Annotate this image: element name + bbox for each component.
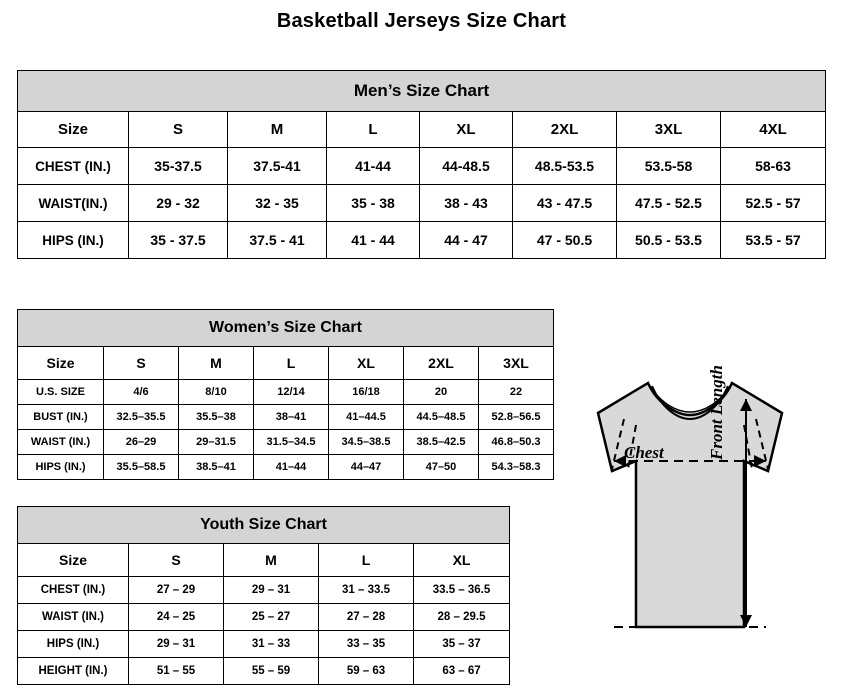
youth-chest-s: 27 – 29: [129, 577, 224, 604]
mens-row-label-chest: CHEST (IN.): [18, 148, 129, 185]
womens-row-label-hips: HIPS (IN.): [18, 455, 104, 480]
womens-ussize-s: 4/6: [104, 380, 179, 405]
front-length-measure-label: Front Length: [707, 365, 726, 460]
mens-hips-l: 41 - 44: [327, 222, 420, 259]
table-row: [18, 380, 554, 405]
mens-chart-heading: Men’s Size Chart: [18, 71, 826, 112]
youth-waist-xl: 28 – 29.5: [414, 604, 510, 631]
womens-ussize-m: 8/10: [179, 380, 254, 405]
womens-ussize-l: 12/14: [254, 380, 329, 405]
mens-row-label-waist: WAIST(IN.): [18, 185, 129, 222]
mens-hips-xl: 44 - 47: [420, 222, 513, 259]
womens-col-header-3xl: 3XL: [479, 347, 554, 380]
womens-row-label-waist: WAIST (IN.): [18, 430, 104, 455]
youth-col-header-s: S: [129, 544, 224, 577]
youth-chest-l: 31 – 33.5: [319, 577, 414, 604]
mens-waist-3xl: 47.5 - 52.5: [617, 185, 721, 222]
table-row: [18, 222, 826, 259]
mens-waist-m: 32 - 35: [228, 185, 327, 222]
youth-height-l: 59 – 63: [319, 658, 414, 685]
mens-col-header-4xl: 4XL: [721, 112, 826, 148]
youth-row-label-waist: WAIST (IN.): [18, 604, 129, 631]
mens-hips-s: 35 - 37.5: [129, 222, 228, 259]
youth-hips-m: 31 – 33: [224, 631, 319, 658]
womens-waist-xl: 34.5–38.5: [329, 430, 404, 455]
womens-header-row: [18, 347, 554, 380]
table-row: [18, 658, 510, 685]
mens-waist-s: 29 - 32: [129, 185, 228, 222]
mens-col-header-l: L: [327, 112, 420, 148]
mens-hips-3xl: 50.5 - 53.5: [617, 222, 721, 259]
youth-height-m: 55 – 59: [224, 658, 319, 685]
mens-waist-2xl: 43 - 47.5: [513, 185, 617, 222]
womens-bust-3xl: 52.8–56.5: [479, 405, 554, 430]
youth-chest-xl: 33.5 – 36.5: [414, 577, 510, 604]
mens-col-header-s: S: [129, 112, 228, 148]
youth-chart-heading: Youth Size Chart: [18, 507, 510, 544]
mens-col-header-xl: XL: [420, 112, 513, 148]
youth-height-s: 51 – 55: [129, 658, 224, 685]
womens-waist-l: 31.5–34.5: [254, 430, 329, 455]
youth-hips-xl: 35 – 37: [414, 631, 510, 658]
mens-hips-4xl: 53.5 - 57: [721, 222, 826, 259]
youth-col-header-m: M: [224, 544, 319, 577]
mens-waist-l: 35 - 38: [327, 185, 420, 222]
womens-col-header-l: L: [254, 347, 329, 380]
mens-waist-4xl: 52.5 - 57: [721, 185, 826, 222]
womens-hips-xl: 44–47: [329, 455, 404, 480]
mens-size-chart-table: [17, 70, 826, 259]
womens-col-header-m: M: [179, 347, 254, 380]
mens-col-header-2xl: 2XL: [513, 112, 617, 148]
womens-col-header-size: Size: [18, 347, 104, 380]
womens-hips-2xl: 47–50: [404, 455, 479, 480]
table-row: [18, 405, 554, 430]
womens-hips-s: 35.5–58.5: [104, 455, 179, 480]
mens-header-row: [18, 112, 826, 148]
womens-ussize-2xl: 20: [404, 380, 479, 405]
mens-waist-xl: 38 - 43: [420, 185, 513, 222]
womens-col-header-2xl: 2XL: [404, 347, 479, 380]
womens-ussize-xl: 16/18: [329, 380, 404, 405]
womens-chart-heading-row: [18, 310, 554, 347]
womens-waist-m: 29–31.5: [179, 430, 254, 455]
mens-col-header-size: Size: [18, 112, 129, 148]
womens-waist-s: 26–29: [104, 430, 179, 455]
table-row: [18, 430, 554, 455]
womens-bust-m: 35.5–38: [179, 405, 254, 430]
youth-row-label-hips: HIPS (IN.): [18, 631, 129, 658]
womens-col-header-xl: XL: [329, 347, 404, 380]
mens-chest-xl: 44-48.5: [420, 148, 513, 185]
youth-col-header-size: Size: [18, 544, 129, 577]
page-title: Basketball Jerseys Size Chart: [276, 10, 567, 32]
womens-row-label-bust: BUST (IN.): [18, 405, 104, 430]
youth-waist-l: 27 – 28: [319, 604, 414, 631]
mens-chest-2xl: 48.5-53.5: [513, 148, 617, 185]
mens-chest-4xl: 58-63: [721, 148, 826, 185]
table-row: [18, 185, 826, 222]
youth-height-xl: 63 – 67: [414, 658, 510, 685]
womens-hips-m: 38.5–41: [179, 455, 254, 480]
youth-row-label-height: HEIGHT (IN.): [18, 658, 129, 685]
womens-ussize-3xl: 22: [479, 380, 554, 405]
chest-measure-label: Chest: [624, 443, 664, 462]
womens-hips-3xl: 54.3–58.3: [479, 455, 554, 480]
jersey-measurement-diagram: [540, 365, 840, 675]
table-row: [18, 148, 826, 185]
womens-col-header-s: S: [104, 347, 179, 380]
womens-bust-2xl: 44.5–48.5: [404, 405, 479, 430]
youth-chart-heading-row: [18, 507, 510, 544]
mens-hips-m: 37.5 - 41: [228, 222, 327, 259]
table-row: [18, 631, 510, 658]
mens-col-header-m: M: [228, 112, 327, 148]
womens-bust-l: 38–41: [254, 405, 329, 430]
youth-col-header-xl: XL: [414, 544, 510, 577]
youth-waist-m: 25 – 27: [224, 604, 319, 631]
mens-row-label-hips: HIPS (IN.): [18, 222, 129, 259]
youth-waist-s: 24 – 25: [129, 604, 224, 631]
mens-chest-3xl: 53.5-58: [617, 148, 721, 185]
table-row: [18, 577, 510, 604]
jersey-shirt-icon: [540, 365, 840, 675]
womens-row-label-us-size: U.S. SIZE: [18, 380, 104, 405]
mens-col-header-3xl: 3XL: [617, 112, 721, 148]
womens-chart-heading: Women’s Size Chart: [18, 310, 554, 347]
youth-hips-l: 33 – 35: [319, 631, 414, 658]
womens-size-chart-table: [17, 309, 554, 480]
womens-hips-l: 41–44: [254, 455, 329, 480]
womens-bust-s: 32.5–35.5: [104, 405, 179, 430]
youth-header-row: [18, 544, 510, 577]
youth-size-chart-table: [17, 506, 510, 685]
youth-hips-s: 29 – 31: [129, 631, 224, 658]
mens-chest-s: 35-37.5: [129, 148, 228, 185]
womens-waist-2xl: 38.5–42.5: [404, 430, 479, 455]
table-row: [18, 455, 554, 480]
womens-waist-3xl: 46.8–50.3: [479, 430, 554, 455]
table-row: [18, 604, 510, 631]
mens-hips-2xl: 47 - 50.5: [513, 222, 617, 259]
youth-col-header-l: L: [319, 544, 414, 577]
mens-chest-l: 41-44: [327, 148, 420, 185]
womens-bust-xl: 41–44.5: [329, 405, 404, 430]
youth-row-label-chest: CHEST (IN.): [18, 577, 129, 604]
mens-chart-heading-row: [18, 71, 826, 112]
mens-chest-m: 37.5-41: [228, 148, 327, 185]
youth-chest-m: 29 – 31: [224, 577, 319, 604]
